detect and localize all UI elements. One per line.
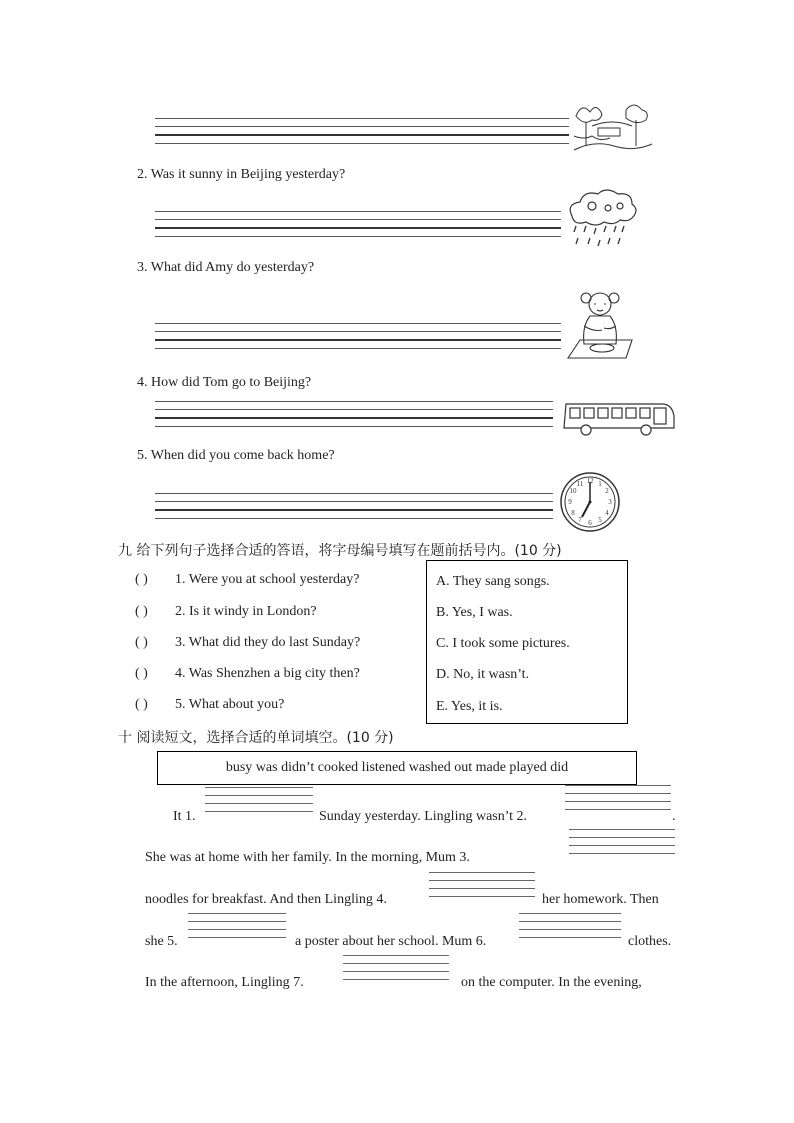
park-scene-icon [572, 96, 654, 154]
svg-text:8: 8 [571, 509, 575, 517]
answer-lines-q2[interactable] [155, 211, 561, 244]
question-4: 4. How did Tom go to Beijing? [137, 375, 312, 390]
passage-line-2: She was at home with her family. In the morning, Mum 3. [145, 850, 470, 865]
svg-text:12: 12 [586, 477, 594, 485]
svg-text:2: 2 [605, 487, 609, 495]
match-item-2[interactable]: ( ) 2. Is it windy in London? [135, 604, 317, 619]
passage-line-1c: . [672, 809, 676, 824]
option-a: A. They sang songs. [436, 574, 550, 589]
match-item-1[interactable]: ( ) 1. Were you at school yesterday? [135, 572, 360, 587]
answer-lines-q5[interactable] [155, 493, 553, 526]
match-item-5[interactable]: ( ) 5. What about you? [135, 697, 285, 712]
svg-text:10: 10 [569, 487, 577, 495]
bus-icon [562, 400, 676, 438]
blank-3[interactable] [569, 829, 675, 861]
passage-line-5a: In the afternoon, Lingling 7. [145, 975, 304, 990]
section-10-title: 十 阅读短文，选择合适的单词填空。(10 分) [118, 730, 394, 746]
svg-text:1: 1 [598, 480, 602, 488]
blank-4[interactable] [429, 872, 535, 904]
svg-text:5: 5 [598, 516, 602, 524]
svg-text:3: 3 [608, 498, 612, 506]
match-item-4[interactable]: ( ) 4. Was Shenzhen a big city then? [135, 666, 360, 681]
svg-text:6: 6 [588, 519, 592, 527]
option-d: D. No, it wasn’t. [436, 667, 530, 682]
option-e: E. Yes, it is. [436, 699, 503, 714]
passage-line-4a: she 5. [145, 934, 178, 949]
blank-6[interactable] [519, 913, 621, 945]
match-item-3[interactable]: ( ) 3. What did they do last Sunday? [135, 635, 361, 650]
blank-5[interactable] [188, 913, 286, 945]
passage-line-3b: her homework. Then [542, 892, 659, 907]
svg-text:11: 11 [576, 480, 584, 488]
svg-text:9: 9 [568, 498, 572, 506]
option-c: C. I took some pictures. [436, 636, 570, 651]
word-bank: busy was didn’t cooked listened washed out made played did [157, 751, 637, 785]
section-9-title: 九 给下列句子选择合适的答语，将字母编号填写在题前括号内。(10 分) [118, 543, 562, 559]
svg-text:4: 4 [605, 509, 609, 517]
passage-line-4c: clothes. [628, 934, 672, 949]
passage-line-1a: It 1. [173, 809, 196, 824]
answer-lines-q1[interactable] [155, 118, 569, 151]
option-b: B. Yes, I was. [436, 605, 513, 620]
answer-lines-q4[interactable] [155, 401, 553, 434]
question-3: 3. What did Amy do yesterday? [137, 260, 315, 275]
blank-1[interactable] [205, 787, 313, 819]
blank-2[interactable] [565, 785, 671, 817]
rain-cloud-icon [564, 186, 642, 250]
passage-line-1b: Sunday yesterday. Lingling wasn’t 2. [319, 809, 528, 824]
svg-text:7: 7 [578, 516, 582, 524]
passage-line-3a: noodles for breakfast. And then Lingling 4. [145, 892, 387, 907]
blank-7[interactable] [343, 955, 449, 987]
passage-line-5b: on the computer. In the evening, [461, 975, 642, 990]
question-2: 2. Was it sunny in Beijing yesterday? [137, 167, 346, 182]
passage-line-4b: a poster about her school. Mum 6. [295, 934, 487, 949]
girl-cooking-icon [562, 288, 640, 364]
clock-icon [558, 470, 622, 534]
question-5: 5. When did you come back home? [137, 448, 335, 463]
answer-lines-q3[interactable] [155, 323, 561, 356]
